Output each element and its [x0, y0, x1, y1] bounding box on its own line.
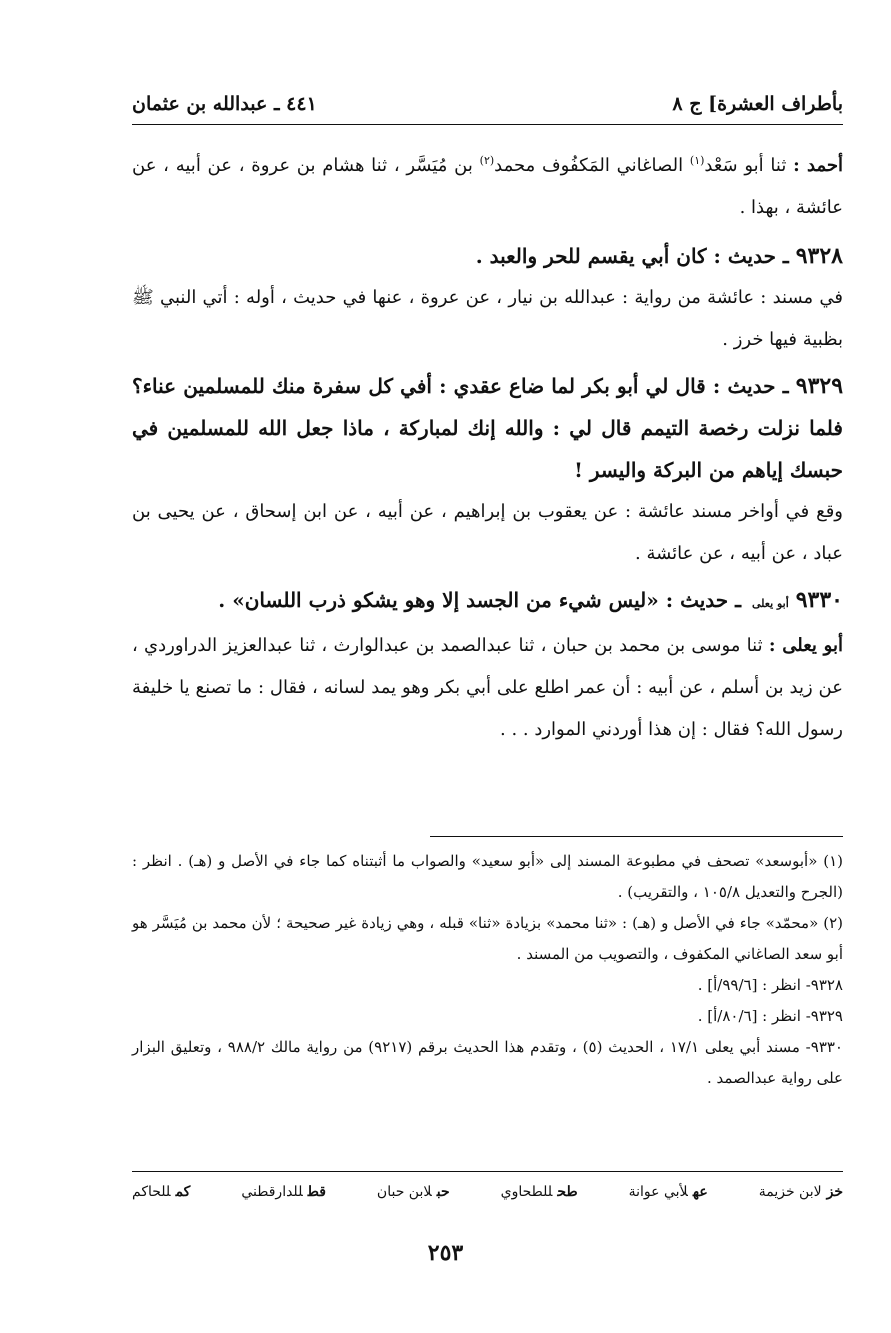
hadith-number: ٩٣٢٩ [795, 373, 844, 399]
hadith-sanad [132, 625, 843, 751]
abbreviation-code: قط [307, 1184, 326, 1200]
abbreviation-name: لأبي عوانة [628, 1184, 688, 1200]
footnote-1: (١) «أبوسعد» تصحف في مطبوعة المسند إلى «أبو سعيد» والصواب ما أثبتناه كما جاء في الأصل و (هـ) . انظر : (الجرح والتعديل ١٠٥/٨ ، والتقريب) . [132, 852, 843, 901]
abbreviation-item [501, 1184, 578, 1214]
footnote-rule [430, 836, 843, 837]
intro-text-a: ثنا أبو سَعْد [704, 155, 787, 176]
source-marker: أبو يعلى [751, 597, 789, 610]
hadith-heading [132, 579, 843, 625]
hadith-heading [132, 235, 843, 277]
footnote-ref-1[interactable]: (١) [689, 154, 705, 167]
footnote-2: (٢) «محمّد» جاء في الأصل و (هـ) : «ثنا محمد» بزيادة «ثنا» قبله ، وهي زيادة غير صحيحة ؛ لأن محمد بن مُيَسَّر هو أبو سعد الصاغاني المكفوف ، والتصويب من المسند . [132, 914, 843, 963]
abbreviation-item [759, 1184, 843, 1214]
hadith-heading-text: ـ حديث : «ليس شيء من الجسد إلا وهو يشكو ذرب اللسان» . [218, 588, 741, 612]
book-title: بأطراف العشرة] ج ٨ [672, 93, 843, 115]
abbreviation-name: للطحاوي [500, 1184, 553, 1200]
sanad-text: ثنا موسى بن محمد بن حبان ، ثنا عبدالصمد بن عبدالوارث ، ثنا عبدالعزيز الدراوردي ، عن زيد بن أسلم ، عن أبيه : أن عمر اطلع على أبي بكر وهو يمد لسانه ، فقال : ما تصنع يا خليفة رسول الله؟ فقال : إن هذا أوردني الموارد . . . [132, 635, 843, 740]
main-text [132, 140, 843, 751]
abbreviation-code: عه [692, 1184, 708, 1200]
hadith-heading-text: ـ حديث : قال لي أبو بكر لما ضاع عقدي : أفي كل سفرة منك للمسلمين عناء؟ فلما نزلت رخصة التيمم قال لي : والله إنك لمباركة ، ماذا جعل الله للمسلمين في حبسك إياهم من البركة واليسر ! [132, 374, 843, 482]
page-number: ٢٥٣ [427, 1240, 464, 1266]
intro-label: أحمد : [793, 155, 843, 176]
hadith-number: ٩٣٣٠ [795, 587, 843, 613]
abbreviation-item [241, 1184, 326, 1214]
abbreviation-item [377, 1184, 450, 1214]
abbreviations-key [132, 1184, 843, 1214]
intro-text-b: الصاغاني المَكفُوف محمد [494, 155, 684, 176]
hadith-9330 [132, 579, 843, 751]
abbreviations-rule [132, 1171, 843, 1172]
abbreviation-name: لابن خزيمة [758, 1184, 822, 1200]
abbreviation-code: خز [826, 1184, 843, 1200]
abbreviation-item [132, 1184, 190, 1214]
hadith-sanad: في مسند : عائشة من رواية : عبدالله بن نيار ، عن عروة ، عنها في حديث ، أوله : أتي النبي ﷺ بظبية فيها خرز . [132, 287, 843, 350]
abbreviation-item [629, 1184, 708, 1214]
abbreviation-name: للدارقطني [241, 1184, 303, 1200]
abbreviation-name: لابن حبان [376, 1184, 432, 1200]
intro-paragraph [132, 140, 843, 229]
hadith-sanad: وقع في أواخر مسند عائشة : عن يعقوب بن إبراهيم ، عن أبيه ، عن ابن إسحاق ، عن يحيى بن عباد ، عن أبيه ، عن عائشة . [132, 501, 843, 564]
sanad-label: أبو يعلى : [768, 635, 843, 656]
abbreviation-code: طح [557, 1184, 578, 1200]
abbreviation-name: للحاكم [132, 1184, 171, 1200]
intro-text-c: بن مُيَسَّر ، ثنا هشام بن عروة ، عن أبيه ، عن عائشة ، بهذا . [132, 155, 843, 218]
footnote-ref-2[interactable]: (٢) [479, 154, 495, 167]
section-title: ٤٤١ ـ عبدالله بن عثمان [132, 93, 317, 115]
footnote-9328: ٩٣٢٨- انظر : [٩٩/٦/أ] . [697, 976, 843, 994]
footnotes [132, 846, 843, 1094]
hadith-9328 [132, 235, 843, 361]
footnote-9329: ٩٣٢٩- انظر : [٨٠/٦/أ] . [697, 1007, 843, 1025]
footnote-9330: ٩٣٣٠- مسند أبي يعلى ١٧/١ ، الحديث (٥) ، وتقدم هذا الحديث برقم (٩٢١٧) من رواية مالك ٩٨٨/٢ ، وتعليق البزار على رواية عبدالصمد . [132, 1038, 843, 1087]
running-header [132, 84, 843, 124]
hadith-heading [132, 365, 843, 491]
header-rule [132, 124, 843, 125]
hadith-heading-text: ـ حديث : كان أبي يقسم للحر والعبد . [475, 244, 789, 268]
hadith-number: ٩٣٢٨ [795, 243, 843, 269]
hadith-9329 [132, 365, 843, 575]
abbreviation-code: حب [436, 1184, 450, 1200]
abbreviation-code: كم [175, 1184, 191, 1200]
